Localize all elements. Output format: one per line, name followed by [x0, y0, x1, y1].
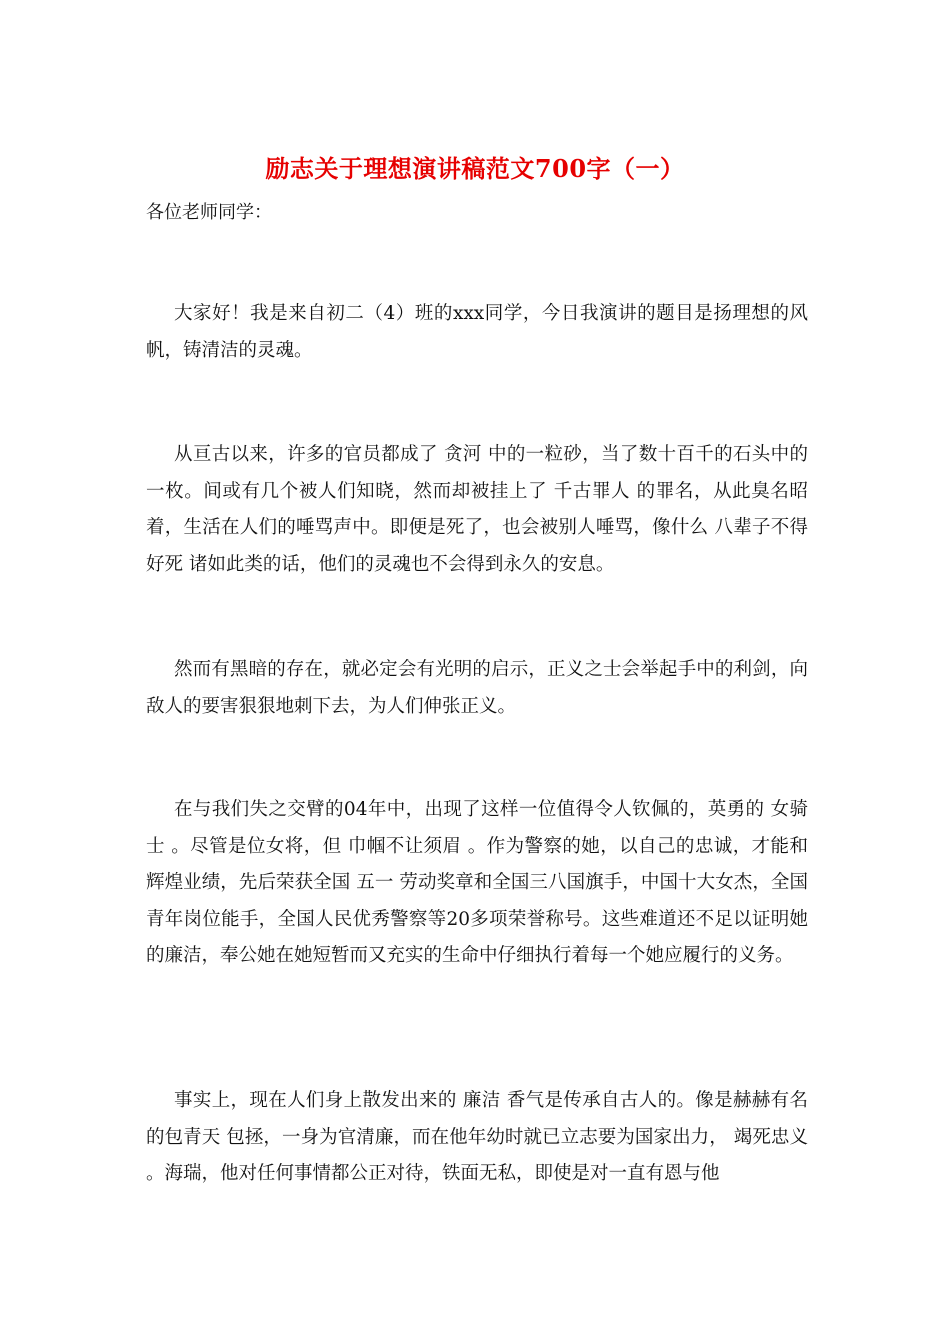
greeting: 各位老师同学：: [146, 202, 272, 223]
document-title: 励志关于理想演讲稿范文700字（一）: [265, 154, 685, 183]
paragraph: 事实上，现在人们身上散发出来的 廉洁 香气是传承自古人的。像是赫赫有名的包青天 包拯，一身为官清廉，而在他年幼时就已立志要为国家出力， 竭死忠义 。海瑞，他对任何事情都公正对待，铁面无私，即使是对一直有恩与他: [146, 1090, 808, 1184]
paragraph: 在与我们失之交臂的04年中，出现了这样一位值得令人钦佩的，英勇的 女骑士 。尽管是位女将，但 巾帼不让须眉 。作为警察的她，以自己的忠诚，才能和辉煌业绩，先后荣获全国 五一 劳动奖章和全国三八国旗手，中国十大女杰，全国青年岗位能手，全国人民优秀警察等20多项荣誉称号。这些难道还不足以证明她的廉洁，奉公她在她短暂而又充实的生命中仔细执行着每一个她应履行的义务。: [146, 799, 808, 966]
paragraph: 大家好！我是来自初二（4）班的xxx同学，今日我演讲的题目是扬理想的风帆，铸清洁的灵魂。: [146, 303, 808, 361]
paragraph: 从亘古以来，许多的官员都成了 贪河 中的一粒砂，当了数十百千的石头中的一枚。间或有几个被人们知晓，然而却被挂上了 千古罪人 的罪名，从此臭名昭着，生活在人们的唾骂声中。即便是死了，也会被别人唾骂，像什么 八辈子不得好死 诸如此类的话，他们的灵魂也不会得到永久的安息。: [146, 444, 808, 575]
paragraph: 然而有黑暗的存在，就必定会有光明的启示，正义之士会举起手中的利剑，向敌人的要害狠狠地刺下去，为人们伸张正义。: [146, 659, 808, 717]
